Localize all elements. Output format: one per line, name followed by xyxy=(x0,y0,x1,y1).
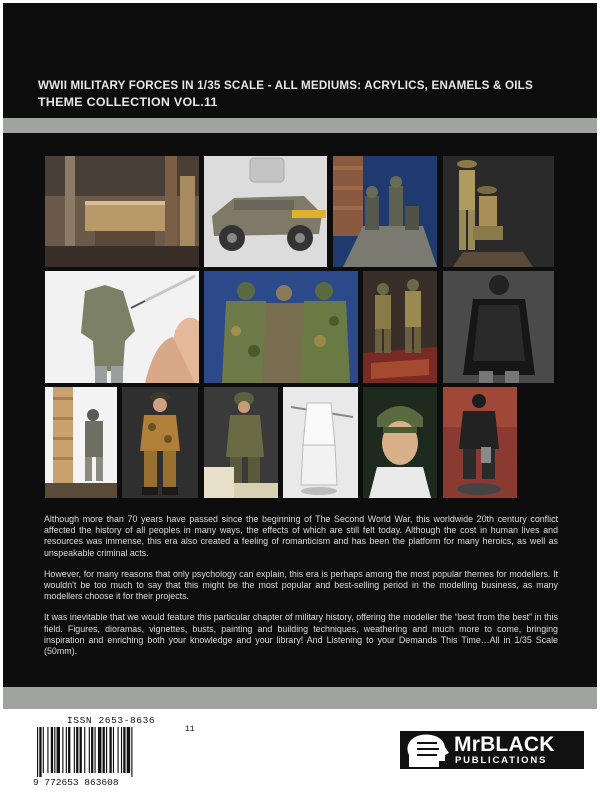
photo-kubelwagen xyxy=(204,156,327,267)
barcode xyxy=(33,711,213,791)
top-grey-band xyxy=(3,118,597,133)
photo-bust-cap xyxy=(363,387,437,498)
publisher-subtitle: PUBLICATIONS xyxy=(455,755,548,766)
photo-desert-soldiers xyxy=(443,156,554,267)
photo-black-uniform xyxy=(443,387,517,498)
publisher-name: MrBLACK xyxy=(454,733,555,756)
barcode-digits: 9 772653 863608 xyxy=(33,777,119,788)
head-profile-logo-icon xyxy=(403,733,451,767)
photo-painting-jacket xyxy=(45,271,199,383)
photo-leather-coat xyxy=(443,271,554,383)
photo-camo-soldiers xyxy=(204,271,358,383)
intro-text xyxy=(44,514,558,667)
cover-header xyxy=(38,78,578,111)
barcode-bars xyxy=(37,727,183,777)
paragraph-2: However, for many reasons that only psychology can explain, this era is perhaps among the most popular themes for modellers. It wouldn't be too much to say that this might be the most popular and best-selling period in the modelling business, as many modellers choose it for their projects. xyxy=(44,568,558,602)
photo-winter-figure xyxy=(283,387,358,498)
header-subtitle: WWII MILITARY FORCES IN 1/35 SCALE - ALL MEDIUMS: ACRYLICS, ENAMELS & OILS xyxy=(38,79,533,92)
header-title: THEME COLLECTION VOL.11 xyxy=(38,95,218,109)
photo-camo-pair xyxy=(363,271,437,383)
paragraph-3: It was inevitable that we would feature this particular chapter of military history, offering the modeller the “best from the best” in this field. Figures, dioramas, vignettes, busts, painting and building techniques, weathering and much more to come, bringing inspiration and enriching both your knowledge and your library! And Listening to your Demands This Time…All in 1/35 Scale (50mm). xyxy=(44,612,558,657)
photo-ruin-vignette xyxy=(333,156,437,267)
publisher-logo xyxy=(400,731,584,769)
issn-label: ISSN 2653-8636 xyxy=(67,715,156,726)
paragraph-1: Although more than 70 years have passed since the beginning of The Second World War, this worldwide 20th century conflict affected the history of all peoples in many ways, the effects of which are still felt today. Although the cost in human lives and resources was immense, this era also created a feeling of romanticism and has been the platform for many heroics, as well as unspeakable criminal acts. xyxy=(44,514,558,558)
issue-number: 11 xyxy=(185,725,195,734)
photo-helmet-soldier xyxy=(204,387,278,498)
photo-diorama-factory xyxy=(45,156,199,267)
bottom-grey-band xyxy=(3,687,597,709)
photo-brick-wall-soldier xyxy=(45,387,117,498)
photo-officer-camo xyxy=(122,387,198,498)
